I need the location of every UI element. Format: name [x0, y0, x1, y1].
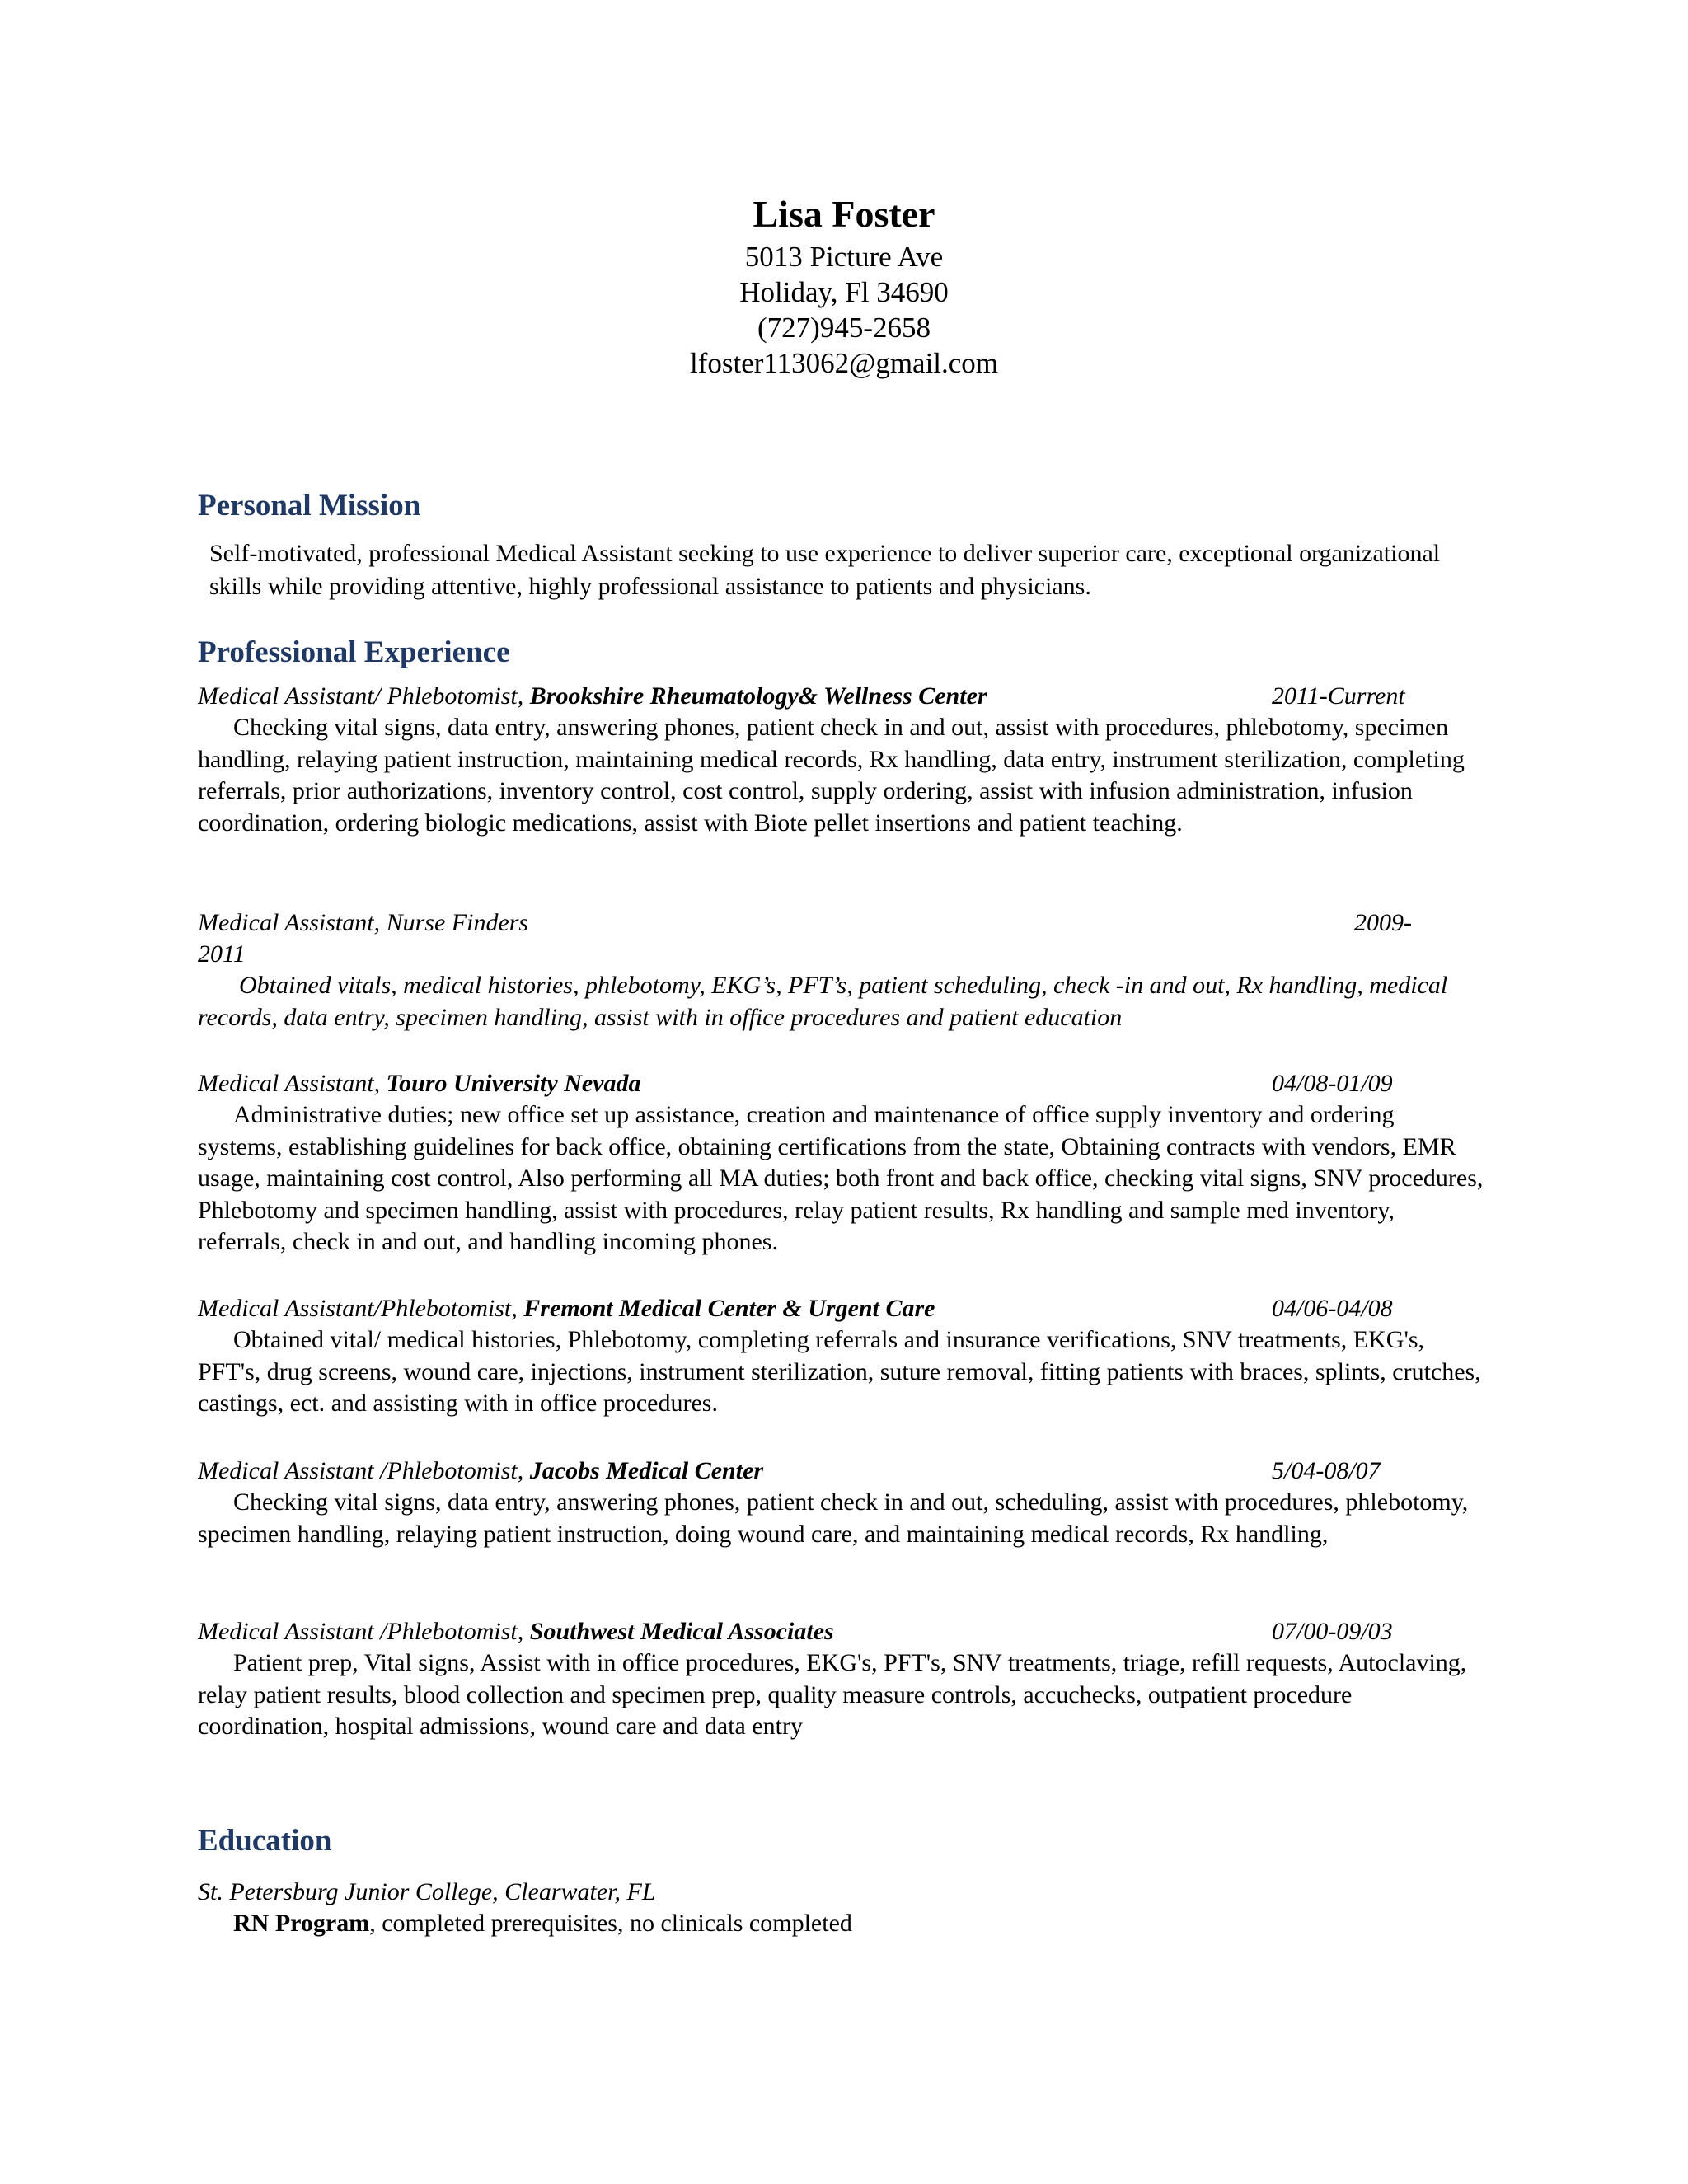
job-description: Obtained vitals, medical histories, phlebotomy, EKG’s, PFT’s, patient scheduling, check -in and out, Rx handling, medical records, data entry, specimen handling, assist with in office procedures and patient education: [198, 972, 1448, 1031]
email-address: lfoster113062@gmail.com: [689, 347, 999, 379]
job-entry: [198, 1293, 1484, 1420]
job-entry: [198, 907, 1484, 1033]
job-dates: 04/08-01/09: [1272, 1070, 1393, 1097]
education-program: RN Program: [233, 1910, 370, 1937]
job-entry: [198, 1068, 1484, 1258]
job-header: [198, 907, 1484, 939]
job-description: Checking vital signs, data entry, answering phones, patient check in and out, scheduling, assist with procedures, phlebotomy, specimen handling, relaying patient instruction, doing wound care, and maintaining medical records, Rx handling,: [198, 1488, 1469, 1548]
mission-text: Self-motivated, professional Medical Assistant seeking to use experience to deliver superior care, exceptional organizational skills while providing attentive, highly professional assistance to patients and physicians.: [209, 540, 1441, 600]
address-line-2: Holiday, Fl 34690: [739, 276, 949, 308]
job-header: [198, 1616, 1484, 1647]
section-title-experience: Professional Experience: [198, 635, 510, 669]
job-role: Medical Assistant,: [198, 1070, 387, 1097]
job-dates: 2009-: [1354, 909, 1412, 936]
job-header: [198, 681, 1484, 712]
job-entry: [198, 1616, 1484, 1743]
job-dates: 2011-Current: [1272, 682, 1405, 710]
job-description: Patient prep, Vital signs, Assist with in office procedures, EKG's, PFT's, SNV treatments, triage, refill requests, Autoclaving, relay patient results, blood collection and specimen prep, quality measure controls, accuchecks, outpatient procedure coordination, hospital admissions, wound care and data entry: [198, 1649, 1467, 1740]
job-role: Medical Assistant /Phlebotomist,: [198, 1618, 530, 1645]
job-role: Medical Assistant /Phlebotomist,: [198, 1457, 530, 1484]
job-description: Checking vital signs, data entry, answering phones, patient check in and out, assist with procedures, phlebotomy, specimen handling, relaying patient instruction, maintaining medical records, Rx handling, data entry, instrument sterilization, completing referrals, prior authorizations, inventory control, cost control, supply ordering, assist with infusion administration, infusion coordination, ordering biologic medications, assist with Biote pellet insertions and patient teaching.: [198, 714, 1465, 837]
job-organization: Southwest Medical Associates: [529, 1618, 834, 1645]
section-title-mission: Personal Mission: [198, 489, 421, 523]
education-entry: [198, 1877, 1484, 1939]
job-role: Medical Assistant/ Phlebotomist,: [198, 682, 530, 710]
resume-header: [0, 190, 1688, 381]
job-dates: 04/06-04/08: [1272, 1295, 1393, 1322]
job-organization: Brookshire Rheumatology& Wellness Center: [529, 682, 987, 710]
job-entry: [198, 681, 1484, 839]
job-role: Medical Assistant, Nurse Finders: [198, 909, 529, 936]
job-role: Medical Assistant/Phlebotomist,: [198, 1295, 524, 1322]
address-line-1: 5013 Picture Ave: [744, 241, 944, 273]
job-entry: [198, 1455, 1484, 1550]
education-school: St. Petersburg Junior College, Clearwater, FL: [198, 1878, 656, 1905]
job-organization: Touro University Nevada: [386, 1070, 641, 1097]
job-organization: Fremont Medical Center & Urgent Care: [523, 1295, 935, 1322]
education-program-detail: , completed prerequisites, no clinicals completed: [369, 1910, 852, 1937]
candidate-name: Lisa Foster: [753, 193, 935, 235]
section-title-education: Education: [198, 1824, 332, 1858]
job-dates: 07/00-09/03: [1272, 1618, 1393, 1645]
education-detail: [198, 1908, 1484, 1939]
job-organization: Jacobs Medical Center: [529, 1457, 764, 1484]
job-header: [198, 1068, 1484, 1099]
job-dates: 5/04-08/07: [1272, 1457, 1381, 1484]
job-dates-continued: 2011: [198, 940, 246, 968]
phone-number: (727)945-2658: [757, 312, 931, 344]
job-header: [198, 1293, 1484, 1324]
job-description: Obtained vital/ medical histories, Phlebotomy, completing referrals and insurance verifications, SNV treatments, EKG's, PFT's, drug screens, wound care, injections, instrument sterilization, suture removal, fitting patients with braces, splints, crutches, castings, ect. and assisting with in office procedures.: [198, 1326, 1481, 1417]
job-header: [198, 1455, 1484, 1487]
job-description: Administrative duties; new office set up assistance, creation and maintenance of office supply inventory and ordering systems, establishing guidelines for back office, obtaining certifications from the state, Obtaining contracts with vendors, EMR usage, maintaining cost control, Also performing all MA duties; both front and back office, checking vital signs, SNV procedures, Phlebotomy and specimen handling, assist with procedures, relay patient results, Rx handling and sample med inventory, referrals, check in and out, and handling incoming phones.: [198, 1101, 1484, 1255]
